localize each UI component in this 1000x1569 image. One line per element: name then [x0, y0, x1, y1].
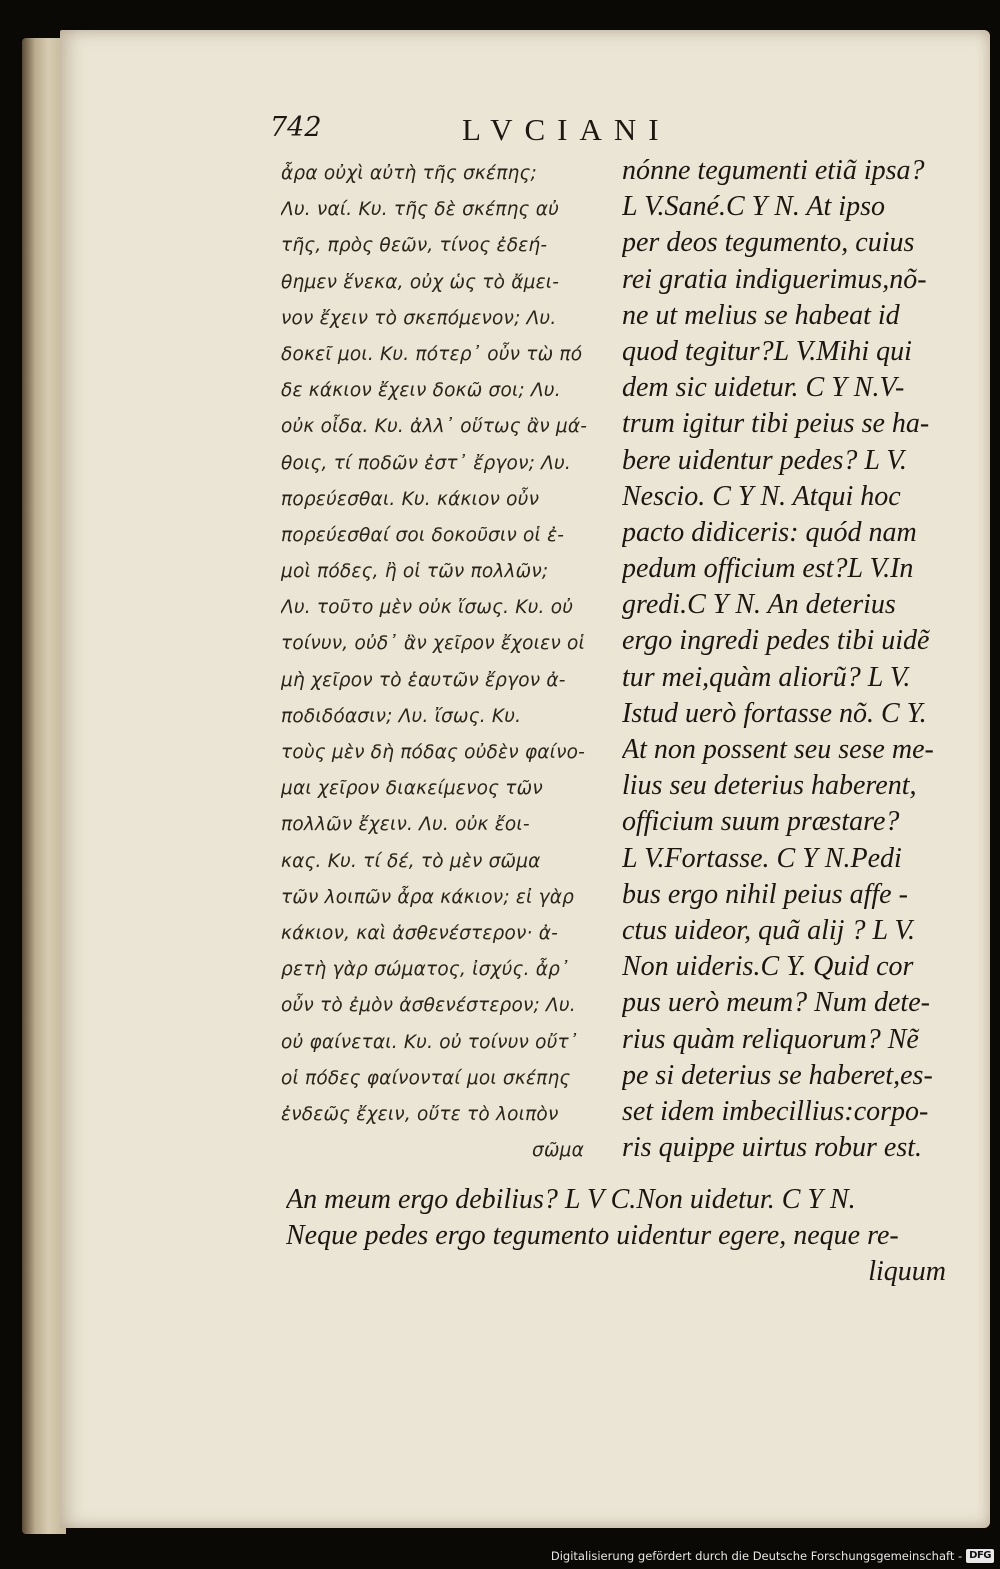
text-line: Nescio. C Y N. Atqui hoc — [622, 480, 901, 512]
text-line: dem sic uidetur. C Y N.V- — [622, 372, 905, 404]
text-line: nónne tegumenti etiã ipsa? — [622, 155, 925, 186]
text-line: δε κάκιον ἔχειν δοκῶ σοι; Λυ. — [281, 380, 561, 402]
text-line: Istud uerò fortasse nõ. C Y. — [622, 697, 927, 729]
text-line: L V.Fortasse. C Y N.Pedi — [622, 842, 902, 874]
text-line: Neque pedes ergo tegumento uidentur egere, neque re- — [286, 1220, 899, 1251]
full-width-latin-text — [286, 1182, 946, 1290]
text-line: tur mei,quàm aliorũ? L V. — [622, 661, 911, 693]
text-line: μὴ χεῖρον τὸ ἑαυτῶν ἔργον ἀ- — [281, 669, 566, 691]
text-line: τοίνυν, οὐδ᾽ ἂν χεῖρον ἔχοιεν οἱ — [281, 633, 585, 655]
text-line: quod tegitur?L V.Mihi qui — [622, 335, 912, 367]
text-line: ἆρα οὐχὶ αὐτὴ τῆς σκέπης; — [281, 163, 537, 184]
text-line: pedum officium est?L V.In — [622, 553, 914, 585]
text-line: τῶν λοιπῶν ἆρα κάκιον; εἰ γὰρ — [281, 886, 575, 908]
text-line: οἱ πόδες φαίνονταί μοι σκέπης — [281, 1067, 571, 1089]
text-line: rei gratia indiguerimus,nõ- — [622, 263, 927, 295]
text-line: θημεν ἕνεκα, οὐχ ὡς τὸ ἄμει- — [281, 271, 560, 293]
latin-text-column — [622, 153, 937, 1166]
text-line: bus ergo nihil peius affe - — [622, 878, 908, 910]
page-number: 742 — [270, 112, 322, 143]
text-line: κας. Κυ. τί δέ, τὸ μὲν σῶμα — [281, 850, 541, 872]
text-line: ris quippe uirtus robur est. — [622, 1132, 922, 1164]
text-line: rius quàm reliquorum? Nẽ — [622, 1023, 919, 1055]
text-line: ρετὴ γὰρ σώματος, ἰσχύς. ἆρ᾽ — [281, 959, 570, 981]
text-line: ne ut melius se habeat id — [622, 299, 900, 331]
text-line: τῆς, πρὸς θεῶν, τίνος ἐδεή- — [281, 235, 548, 257]
text-line: trum igitur tibi peius se ha- — [622, 408, 930, 440]
text-line: An meum ergo debilius? L V C.Non uidetur. C Y N. — [286, 1184, 856, 1215]
text-line: officium suum præstare? — [622, 806, 900, 838]
text-line: ergo ingredi pedes tibi uidẽ — [622, 625, 930, 657]
text-line: At non possent seu sese me- — [622, 734, 934, 765]
text-line: οὐ φαίνεται. Κυ. οὐ τοίνυν οὔτ᾽ — [281, 1031, 579, 1053]
running-head: LVCIANI — [462, 112, 671, 147]
text-line: pe si deterius se haberet,es- — [622, 1059, 933, 1091]
text-line: lius seu deterius haberent, — [622, 770, 917, 802]
text-line: Λυ. τοῦτο μὲν οὐκ ἴσως. Κυ. οὐ — [281, 597, 574, 619]
text-line: pacto didiceris: quód nam — [622, 516, 917, 548]
text-line: liquum — [868, 1256, 946, 1287]
text-line: πορεύεσθαι. Κυ. κάκιον οὖν — [281, 488, 540, 510]
text-line: σῶμα — [532, 1140, 584, 1162]
text-line: νον ἔχειν τὸ σκεπόμενον; Λυ. — [281, 307, 557, 329]
credit-text: Digitalisierung gefördert durch die Deutsche Forschungsgemeinschaft - — [550, 1549, 963, 1563]
greek-text-column — [281, 156, 596, 1169]
text-line: δοκεῖ μοι. Κυ. πότερ᾽ οὖν τὼ πό — [281, 343, 583, 365]
text-line: ἐνδεῶς ἔχειν, οὔτε τὸ λοιπὸν — [281, 1103, 559, 1125]
text-line: ctus uideor, quã alij ? L V. — [622, 914, 916, 946]
text-line: set idem imbecillius:corpo- — [622, 1095, 929, 1127]
text-line: per deos tegumento, cuius — [622, 227, 915, 259]
dfg-logo: DFG — [966, 1549, 994, 1563]
text-line: L V.Sané.C Y N. At ipso — [622, 191, 885, 223]
text-line: κάκιον, καὶ ἀσθενέστερον· ἀ- — [281, 922, 558, 944]
text-line: πολλῶν ἔχειν. Λυ. οὐκ ἔοι- — [281, 814, 530, 836]
text-line: τοὺς μὲν δὴ πόδας οὐδὲν φαίνο- — [281, 742, 586, 763]
text-line: Λυ. ναί. Κυ. τῆς δὲ σκέπης αὐ — [281, 199, 559, 221]
page-header — [270, 112, 950, 152]
digitization-credit — [551, 1545, 994, 1567]
text-line: ποδιδόασιν; Λυ. ἴσως. Κυ. — [281, 705, 522, 727]
text-line: Non uideris.C Y. Quid cor — [622, 951, 914, 983]
text-line: πορεύεσθαί σοι δοκοῦσιν οἱ ἐ- — [281, 524, 565, 546]
text-line: bere uidentur pedes? L V. — [622, 444, 907, 476]
text-line: μοὶ πόδες, ἢ οἱ τῶν πολλῶν; — [281, 561, 549, 583]
text-line: gredi.C Y N. An deterius — [622, 589, 896, 621]
text-line: pus uerò meum? Num dete- — [622, 987, 930, 1019]
text-line: μαι χεῖρον διακείμενος τῶν — [281, 778, 543, 800]
text-line: θοις, τί ποδῶν ἐστ᾽ ἔργον; Λυ. — [281, 452, 571, 474]
text-line: οὖν τὸ ἐμὸν ἀσθενέστερον; Λυ. — [281, 995, 576, 1017]
text-line: οὐκ οἶδα. Κυ. ἀλλ᾽ οὕτως ἂν μά- — [281, 416, 588, 438]
